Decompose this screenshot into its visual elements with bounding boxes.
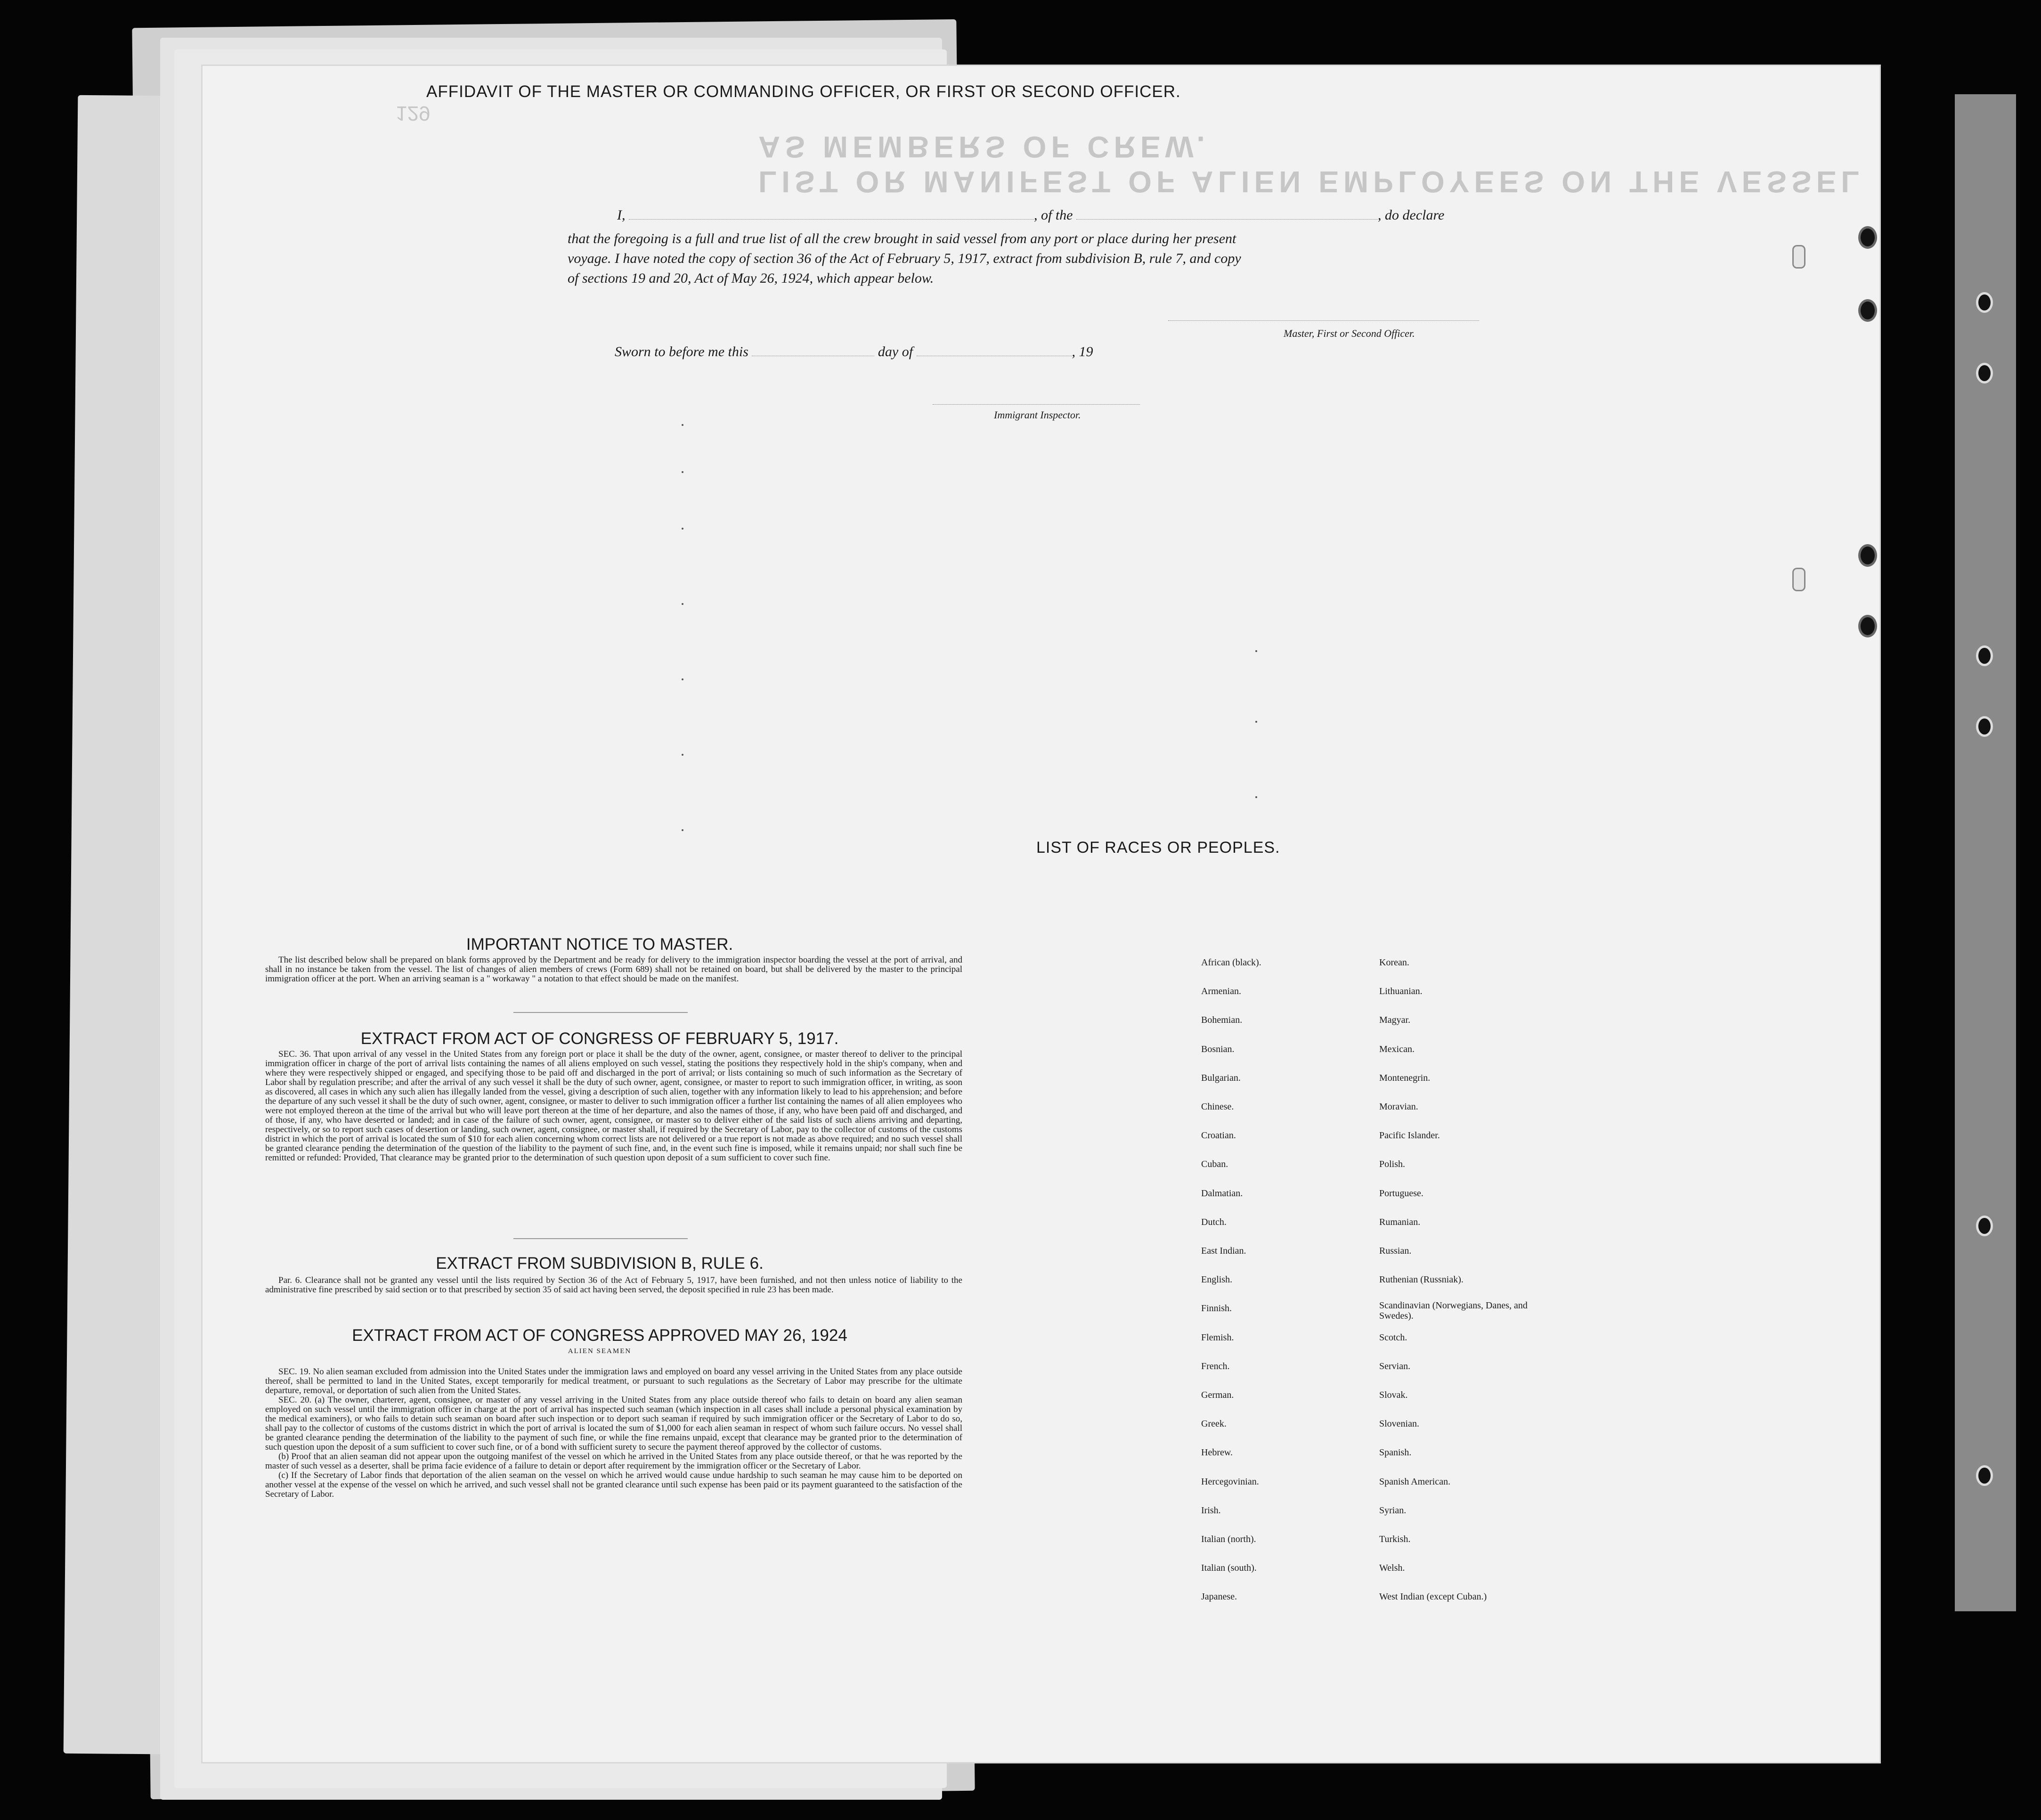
race-item: Dalmatian. (1201, 1188, 1243, 1199)
year-label: , 19 (1072, 344, 1093, 359)
dot-leader (682, 528, 683, 530)
punch-hole (1976, 363, 1993, 384)
binder-clip (1792, 568, 1805, 591)
binding-strip (1955, 94, 2016, 1611)
race-item: Spanish. (1379, 1447, 1412, 1458)
notice-paragraph: The list described below shall be prepared on blank forms approved by the Department and be ready for delivery to the immigration inspector boarding the vessel at the port of arrival, and shall in no instance be taken from the vessel. The list of changes of alien members of crews (Form 689) shall not be retained on board, but shall be delivered by the master to the principal immigration officer at the port. When an arriving seaman is a " workaway " a notation to that effect should be made on the manifest. (265, 955, 962, 984)
dot-leader (682, 678, 683, 680)
affidavit-line-3: of sections 19 and 20, Act of May 26, 1924, which appear below. (568, 270, 934, 286)
race-item: Ruthenian (Russniak). (1379, 1274, 1464, 1285)
race-item: Lithuanian. (1379, 986, 1423, 997)
bleed-through-text: 129 (396, 102, 431, 125)
month-blank[interactable] (917, 344, 1072, 356)
race-item: Magyar. (1379, 1015, 1411, 1026)
affidavit-declare-label: , do declare (1378, 207, 1445, 223)
alien-seamen-subtitle: ALIEN SEAMEN (568, 1347, 632, 1355)
race-item: Turkish. (1379, 1534, 1411, 1544)
race-item: Polish. (1379, 1159, 1406, 1170)
race-item: German. (1201, 1390, 1234, 1400)
day-blank[interactable] (752, 344, 874, 356)
extract-rule6-title: EXTRACT FROM SUBDIVISION B, RULE 6. (436, 1254, 764, 1273)
extract-1917-text (265, 1050, 962, 1163)
race-item: Korean. (1379, 957, 1409, 968)
document-page (203, 66, 1879, 1762)
race-item: Chinese. (1201, 1102, 1234, 1112)
race-item: Bulgarian. (1201, 1072, 1241, 1083)
race-item: Slovak. (1379, 1390, 1408, 1400)
inspector-signature-line[interactable] (933, 404, 1140, 405)
race-item: Moravian. (1379, 1102, 1418, 1112)
sworn-line (615, 344, 1093, 360)
race-item: Pacific Islander. (1379, 1130, 1440, 1141)
inspector-label: Immigrant Inspector. (994, 409, 1081, 421)
notice-title: IMPORTANT NOTICE TO MASTER. (466, 935, 733, 954)
race-item: Mexican. (1379, 1044, 1415, 1054)
name-blank[interactable] (629, 208, 1034, 220)
punch-hole (1976, 1465, 1993, 1486)
race-item: Croatian. (1201, 1130, 1236, 1141)
affidavit-line-1: that the foregoing is a full and true list of all the crew brought in said vessel from any port or place during her present (568, 231, 1236, 246)
punch-hole (1858, 299, 1877, 322)
race-item: Italian (north). (1201, 1534, 1256, 1544)
binder-clip (1792, 245, 1805, 269)
race-item: Russian. (1379, 1246, 1412, 1256)
punch-hole (1976, 1216, 1993, 1236)
race-item: French. (1201, 1361, 1230, 1371)
race-item: Scandinavian (Norwegians, Danes, and Swedes). (1379, 1300, 1528, 1322)
bleed-through-text: LIST OR MANIFEST OF ALIEN EMPLOYEES ON THE VESSEL AS MEMBERS OF CREW. (758, 130, 1864, 199)
races-title: LIST OF RACES OR PEOPLES. (1036, 839, 1280, 857)
sworn-label: Sworn to before me this (615, 344, 748, 359)
dot-leader (682, 471, 683, 473)
dot-leader (1255, 650, 1257, 652)
master-signature-label: Master, First or Second Officer. (1284, 327, 1415, 339)
sec-20b-paragraph: (b) Proof that an alien seaman did not appear upon the outgoing manifest of the vessel on which he arrived in the United States from any place outside thereof, or that he was reported by the master of such vessel as a deserter, shall be prima facie evidence of a failure to detain or deport after requirement by the immigration officer or the Secretary of Labor. (265, 1452, 962, 1471)
race-item: West Indian (except Cuban.) (1379, 1591, 1487, 1602)
race-item: Rumanian. (1379, 1216, 1421, 1227)
day-of-label: day of (878, 344, 913, 359)
race-item: Cuban. (1201, 1159, 1228, 1170)
punch-hole (1976, 292, 1993, 313)
race-item: Armenian. (1201, 986, 1241, 997)
race-item: Slovenian. (1379, 1419, 1419, 1429)
extract-1924-title: EXTRACT FROM ACT OF CONGRESS APPROVED MAY 26, 1924 (352, 1326, 847, 1345)
dot-leader (1255, 796, 1257, 798)
race-item: English. (1201, 1274, 1233, 1285)
race-item: Bosnian. (1201, 1044, 1235, 1054)
sec-19-paragraph: SEC. 19. No alien seaman excluded from admission into the United States under the immigration laws and employed on board any vessel arriving in the United States from any place outside thereof, shall be permitted to land in the United States, except temporarily for medical treatment, or pursuant to such regulations as the Secretary of Labor may prescribe for the ultimate departure, removal, or deportation of such alien from the United States. (265, 1367, 962, 1396)
dot-leader (682, 829, 683, 831)
race-item: Montenegrin. (1379, 1072, 1431, 1083)
race-item: East Indian. (1201, 1246, 1246, 1256)
notice-text (265, 955, 962, 984)
extract-1917-title: EXTRACT FROM ACT OF CONGRESS OF FEBRUARY 5, 1917. (360, 1029, 839, 1048)
race-item: Japanese. (1201, 1591, 1237, 1602)
divider (513, 1012, 688, 1013)
sec-20c-paragraph: (c) If the Secretary of Labor finds that deportation of the alien seaman on the vessel on which he arrived would cause undue hardship to such seaman he may cause him to be deported on another vessel at the expense of the vessel on which he arrived, and such vessel shall not be granted clearance until such expense has been paid or its payment guaranteed to the satisfaction of the Secretary of Labor. (265, 1470, 962, 1499)
affidavit-of-the-label: , of the (1034, 207, 1073, 223)
affidavit-i-label: I, (617, 207, 626, 223)
punch-hole (1976, 645, 1993, 666)
dot-leader (1255, 721, 1257, 723)
extract-1924-text (265, 1367, 962, 1499)
race-item: Flemish. (1201, 1332, 1234, 1343)
affidavit-line-2: voyage. I have noted the copy of section 36 of the Act of February 5, 1917, extract from subdivision B, rule 7, and copy (568, 251, 1241, 266)
race-item: Syrian. (1379, 1505, 1407, 1516)
punch-hole (1858, 615, 1877, 637)
race-item: Finnish. (1201, 1303, 1232, 1314)
dot-leader (682, 603, 683, 605)
affidavit-declare-line (617, 207, 1444, 223)
race-item: Bohemian. (1201, 1015, 1243, 1026)
race-item: Portuguese. (1379, 1188, 1423, 1199)
race-item: Welsh. (1379, 1563, 1405, 1574)
race-item: Servian. (1379, 1361, 1411, 1371)
race-item: Hercegovinian. (1201, 1476, 1259, 1487)
race-item: Spanish American. (1379, 1476, 1451, 1487)
dot-leader (682, 754, 683, 756)
dot-leader (682, 424, 683, 426)
affidavit-title: AFFIDAVIT OF THE MASTER OR COMMANDING OFFICER, OR FIRST OR SECOND OFFICER. (426, 82, 1181, 101)
sec-36-paragraph: SEC. 36. That upon arrival of any vessel in the United States from any foreign port or place it shall be the duty of the owner, agent, consignee, or master thereof to deliver to the principal immigration officer in charge of the port of arrival lists containing the names of all aliens employed on such vessel, stating the positions they respectively hold in the ship's company, when and where they were respectively shipped or engaged, and specifying those to be paid off and discharged in the port of arrival; or lists containing so much of such information as the Secretary of Labor shall by regulation prescribe; and after the arrival of any such vessel it shall be the duty of such owner, agent, consignee, or master to report to such immigration officer, in writing, as soon as discovered, all cases in which any such alien has illegally landed from the vessel, giving a description of such alien, together with any information likely to lead to his apprehension; and before the departure of any such vessel it shall be the duty of such owner, agent, consignee, or master to deliver to such immigration officer a further list containing the names of all alien employees who were not employed thereon at the time of the arrival but who will leave port thereon at the time of her departure, and also the names of those, if any, who have been paid off and discharged, and of those, if any, who have deserted or landed; and in case of the failure of such owner, agent, consignee, or master so to deliver either of the said lists of such aliens arriving and departing, respectively, or so to report such cases of desertion or landing, such owner, agent, consignee, or master shall, if required by the Secretary of Labor, pay to the collector of customs of the customs district in which the port of arrival is located the sum of $10 for each alien concerning whom correct lists are not delivered or a true report is not made as above required; and no such vessel shall be granted clearance pending the determination of the question of the liability to the payment of such fine, and, in the event such fine is imposed, while it remains unpaid; nor shall such fine be remitted or refunded: Provided, That clearance may be granted prior to the determination of such question upon deposit of a sum sufficient to cover such fine. (265, 1049, 962, 1163)
race-item: African (black). (1201, 957, 1261, 968)
punch-hole (1858, 226, 1877, 249)
extract-rule6-text (265, 1276, 962, 1295)
race-item: Dutch. (1201, 1216, 1227, 1227)
vessel-blank[interactable] (1076, 208, 1378, 220)
sec-20a-paragraph: SEC. 20. (a) The owner, charterer, agent, consignee, or master of any vessel arriving in the United States from any place outside thereof who fails to detain on board any alien seaman employed on such vessel until the immigration officer in charge at the port of arrival has inspected such seaman (which inspection in all cases shall include a personal physical examination by the medical examiners), or who fails to detain such seaman on board after such inspection or to deport such seaman if required by such immigration officer or the Secretary of Labor to do so, shall pay to the collector of customs of the customs district in which the port of arrival is located the sum of $1,000 for each alien seaman in respect of whom such failure occurs. No vessel shall be granted clearance pending the determination of the liability to the payment of such fine, or while the fine remains unpaid, except that clearance may be granted prior to the determination of such question upon the deposit of a sum sufficient to cover such fine, or of a bond with sufficient surety to secure the payment thereof approved by the collector of customs. (265, 1395, 962, 1452)
race-item: Hebrew. (1201, 1447, 1233, 1458)
divider (513, 1238, 688, 1239)
master-signature-line[interactable] (1168, 320, 1479, 321)
punch-hole (1976, 716, 1993, 737)
punch-hole (1858, 544, 1877, 567)
race-item: Irish. (1201, 1505, 1221, 1516)
race-item: Greek. (1201, 1419, 1227, 1429)
par-6-paragraph: Par. 6. Clearance shall not be granted any vessel until the lists required by Section 36 of the Act of February 5, 1917, have been furnished, and not then unless notice of liability to the administrative fine prescribed by said section or to that prescribed by section 35 of said act having been served, the deposit specified in rule 23 has been made. (265, 1275, 962, 1295)
race-item: Scotch. (1379, 1332, 1407, 1343)
race-item: Italian (south). (1201, 1563, 1257, 1574)
